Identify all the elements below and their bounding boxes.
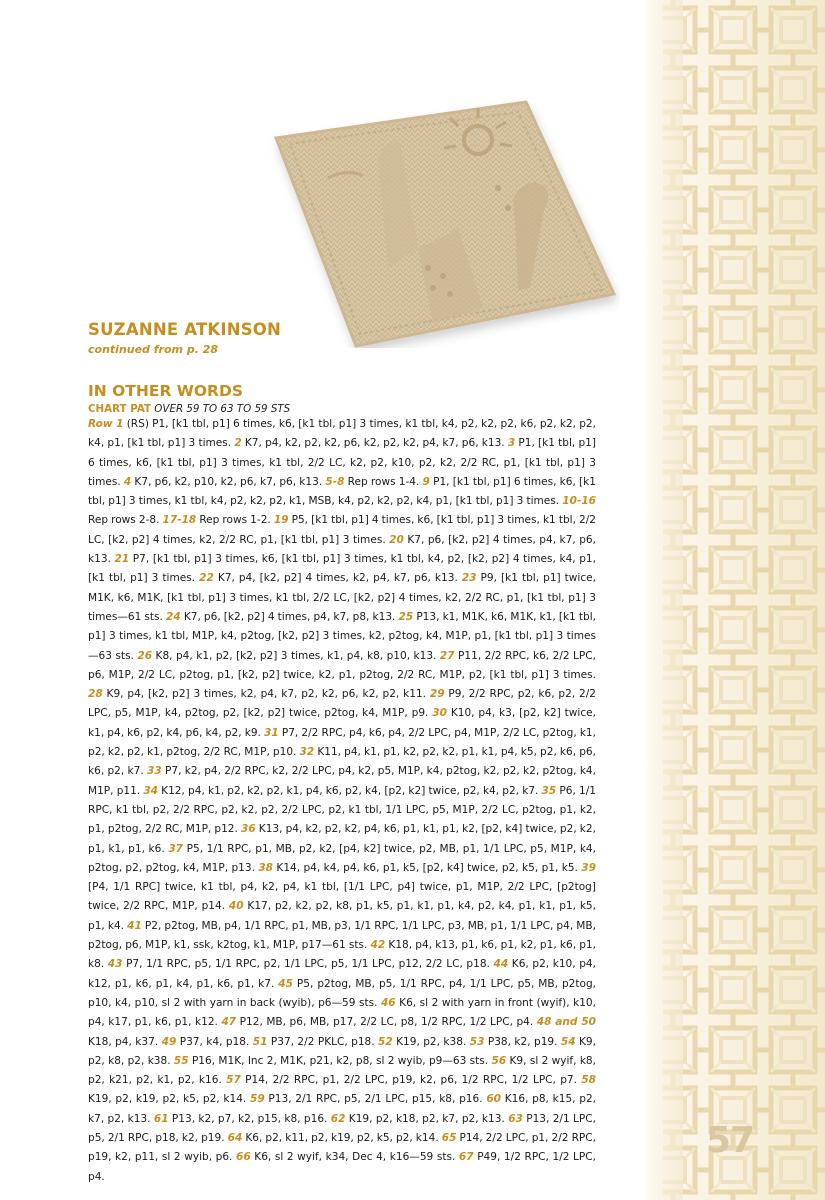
row-instruction: P14, 2/2 LPC, p1, 2/2 RPC, p19, k2, p11, sl 2 wyib, p6. xyxy=(88,1131,596,1164)
row-instruction: P7, [k1 tbl, p1] 3 times, k6, [k1 tbl, p1] 3 times, k1 tbl, k4, p2, [k2, p2] 4 times, k4, p1, [k1 tbl, p1] 3 times. xyxy=(88,553,596,585)
row-instruction: K13, p4, k2, p2, k2, p4, k6, p1, k1, p1, k2, [p2, k4] twice, p2, k2, p1, k1, p1, k6. xyxy=(88,823,596,855)
row-number: 57 xyxy=(226,1074,241,1087)
row-instruction: K19, p2, k38. xyxy=(392,1035,470,1048)
row-number: 64 xyxy=(227,1131,243,1144)
row-instruction: P13, k2, p7, k2, p15, k8, p16. xyxy=(168,1112,331,1125)
row-number: 32 xyxy=(299,746,315,759)
row-instruction: P38, k2, p19. xyxy=(484,1035,561,1048)
row-number: 29 xyxy=(429,688,445,701)
row-instruction: K18, p4, k13, p1, k6, p1, k2, p1, k6, p1, k8. xyxy=(88,939,596,971)
row-number: 21 xyxy=(114,553,130,566)
row-instruction: P5, [k1 tbl, p1] 4 times, k6, [k1 tbl, p1] 3 times, k1 tbl, 2/2 LC, [k2, p2] 4 times, k2, 2/2 RC, p1, [k1 tbl, p1] 3 times. xyxy=(88,514,596,546)
row-instruction: K7, p4, [k2, p2] 4 times, k2, p4, k7, p6, k13. xyxy=(213,572,462,585)
row-number: 62 xyxy=(330,1112,346,1125)
row-instruction: K14, p4, k4, p4, k6, p1, k5, [p2, k4] twice, p2, k5, p1, k5. xyxy=(273,861,582,874)
row-number: 63 xyxy=(508,1112,523,1125)
row-number: 66 xyxy=(236,1151,251,1164)
row-instruction: P14, 2/2 RPC, p1, 2/2 LPC, p19, k2, p6, 1/2 RPC, 1/2 LPC, p7. xyxy=(240,1074,582,1087)
chart-pat-heading xyxy=(88,403,290,415)
row-number: 3 xyxy=(507,437,516,450)
row-instruction: P1, [k1 tbl, p1] 6 times, k6, [k1 tbl, p1] 3 times, k1 tbl, 2/2 LC, k2, p2, k10, p2, k2, 2/2 RC, p1, [k1 tbl, p1] 3 times. xyxy=(88,437,597,488)
row-instruction: K9, sl 2 wyif, k8, p2, k21, p2, k1, p2, k16. xyxy=(88,1054,596,1087)
row-instruction: K12, p4, k1, p2, k2, p2, k1, p4, k6, p2, k4, [p2, k2] twice, p2, k4, p2, k7. xyxy=(158,784,542,797)
row-number: 5-8 xyxy=(325,475,345,488)
row-number: 59 xyxy=(250,1093,265,1106)
row-instruction: P37, 2/2 PKLC, p18. xyxy=(267,1035,379,1048)
row-instruction: K9, p4, [k2, p2] 3 times, k2, p4, k7, p2, k2, p6, k2, p2, k11. xyxy=(102,688,430,701)
row-number: 25 xyxy=(398,610,414,623)
row-number: 36 xyxy=(241,823,256,836)
row-instruction: P37, k4, p18. xyxy=(176,1035,253,1048)
row-instruction: K7, p4, k2, p2, k2, p6, k2, p2, k2, p4, k7, p6, k13. xyxy=(241,437,508,450)
row-number: 26 xyxy=(137,649,153,662)
row-number: 49 xyxy=(161,1035,177,1048)
row-number: 39 xyxy=(581,861,596,874)
row-number: 20 xyxy=(389,533,404,546)
row-number: 37 xyxy=(168,842,184,855)
row-number: 31 xyxy=(264,726,279,739)
row-instruction: P9, 2/2 RPC, p2, k6, p2, 2/2 LPC, p5, M1P, k4, p2tog, p2, [k2, p2] twice, p2tog, k4, M1P, p9. xyxy=(88,688,596,720)
row-instruction: P5, p2tog, MB, p5, 1/1 RPC, p4, 1/1 LPC, p5, MB, p2tog, p10, k4, p10, sl 2 with yarn in back (wyib), p6—59 sts. xyxy=(88,977,596,1009)
row-number: 4 xyxy=(123,475,132,488)
row-instruction: P13, k1, M1K, k6, M1K, k1, [k1 tbl, p1] 3 times, k1 tbl, M1P, k4, p2tog, [k2, p2] 3 times, k2, p2tog, k4, M1P, p1, [k1 tbl, p1] 3 times—63 sts. xyxy=(88,610,597,662)
row-number: 43 xyxy=(107,958,123,971)
row-instruction: Rep rows 1-4. xyxy=(344,475,423,488)
continued-note: continued from p. 28 xyxy=(88,343,219,356)
row-instruction: [P4, 1/1 RPC] twice, k1 tbl, p4, k2, p4, k1 tbl, [1/1 LPC, p4] twice, p1, M1P, 2/2 LPC, [p2tog] twice, 2/2 RPC, M1P, p14. xyxy=(88,881,596,913)
row-number: 19 xyxy=(273,514,289,527)
row-instruction: K19, p2, k18, p2, k7, p2, k13. xyxy=(345,1112,509,1125)
section-title: IN OTHER WORDS xyxy=(88,382,244,400)
row-instruction: K18, p4, k37. xyxy=(88,1035,162,1048)
row-instruction: Rep rows 2-8. xyxy=(88,514,163,527)
row-number: 53 xyxy=(469,1035,485,1048)
row-number: 65 xyxy=(441,1131,457,1144)
row-number: 2 xyxy=(234,437,242,450)
row-instruction: P11, 2/2 RPC, k6, 2/2 LPC, p6, M1P, 2/2 LC, p2tog, p1, [k2, p2] twice, k2, p1, p2tog, 2/2 RC, M1P, p2, [k1 tbl, p1] 3 times. xyxy=(88,649,596,681)
row-instruction: P9, [k1 tbl, p1] twice, M1K, k6, M1K, [k1 tbl, p1] 3 times, k1 tbl, 2/2 LC, [k2, p2] 4 times, k2, 2/2 RC, p1, [k1 tbl, p1] 3 times—61 sts. xyxy=(88,572,597,623)
row-instruction: P16, M1K, Inc 2, M1K, p21, k2, p8, sl 2 wyib, p9—63 sts. xyxy=(188,1054,492,1067)
row-number: 41 xyxy=(127,919,142,932)
pattern-instructions xyxy=(88,415,596,1187)
row-instruction: P7, k2, p4, 2/2 RPC, k2, 2/2 LPC, p4, k2, p5, M1P, k4, p2tog, k2, p2, k2, p2tog, k4, M1P, p11. xyxy=(88,765,596,797)
row-number: 22 xyxy=(199,572,214,585)
row-instruction: P6, 1/1 RPC, k1 tbl, p2, 2/2 RPC, p2, k2, p2, 2/2 LPC, p2, k1 tbl, 1/1 LPC, p5, M1P, 2/2 LC, p2tog, p1, k2, p1, p2tog, 2/2 RC, M1P, p12. xyxy=(88,784,596,836)
row-number: Row 1 xyxy=(88,418,124,430)
row-instruction: K8, p4, k1, p2, [k2, p2] 3 times, k1, p4, k8, p10, k13. xyxy=(152,649,440,662)
row-number: 35 xyxy=(541,784,557,797)
row-number: 67 xyxy=(458,1151,474,1164)
row-instruction: P13, 2/1 RPC, p5, 2/1 LPC, p15, k8, p16. xyxy=(264,1093,487,1106)
row-instruction: K17, p2, k2, p2, k8, p1, k5, p1, k1, p1, k4, p2, k4, p1, k1, p1, k5, p1, k4. xyxy=(88,900,596,932)
row-instruction: K6, sl 2 with yarn in front (wyif), k10, p4, k17, p1, k6, p1, k12. xyxy=(88,996,596,1029)
row-instruction: K19, p2, k19, p2, k5, p2, k14. xyxy=(88,1093,251,1106)
row-number: 54 xyxy=(560,1035,576,1048)
row-number: 28 xyxy=(88,688,103,701)
row-number: 51 xyxy=(252,1035,268,1048)
row-instruction: K7, p6, [k2, p2] 4 times, p4, k7, p8, k13. xyxy=(180,610,399,623)
row-instruction: K7, p6, [k2, p2] 4 times, p4, k7, p6, k13. xyxy=(88,533,596,566)
row-instruction: (RS) P1, [k1 tbl, p1] 6 times, k6, [k1 tbl, p1] 3 times, k1 tbl, k4, p2, k2, p2, k6, p2, k2, p2, k4, p1, [k1 tbl, p1] 3 times. xyxy=(88,418,596,450)
row-number: 23 xyxy=(461,572,477,585)
row-instruction: P13, 2/1 LPC, p5, 2/1 RPC, p18, k2, p19. xyxy=(88,1112,597,1144)
row-number: 55 xyxy=(173,1054,189,1067)
row-number: 60 xyxy=(486,1093,501,1106)
row-number: 10-16 xyxy=(562,495,596,508)
row-number: 27 xyxy=(439,649,455,662)
row-instruction: P5, 1/1 RPC, p1, MB, p2, k2, [p4, k2] twice, p2, MB, p1, 1/1 LPC, p5, M1P, k4, p2tog, p2, p2tog, k4, M1P, p13. xyxy=(88,842,596,874)
row-number: 58 xyxy=(581,1074,596,1087)
chart-pat-stitch-count: OVER 59 TO 63 TO 59 STS xyxy=(154,403,291,415)
row-instruction: Rep rows 1-2. xyxy=(196,514,274,527)
row-instruction: P7, 1/1 RPC, p5, 1/1 RPC, p2, 1/1 LPC, p5, 1/1 LPC, p12, 2/2 LC, p18. xyxy=(122,958,494,971)
row-instruction: K16, p8, k15, p2, k7, p2, k13. xyxy=(88,1093,597,1125)
row-number: 42 xyxy=(370,939,386,952)
row-instruction: K11, p4, k1, p1, k2, p2, k2, p1, k1, p4, k5, p2, k6, p6, k6, p2, k7. xyxy=(88,746,596,778)
row-number: 48 and 50 xyxy=(536,1016,597,1029)
chart-pat-label: CHART PAT xyxy=(88,403,152,415)
row-instruction: P49, 1/2 RPC, 1/2 LPC, p4. xyxy=(88,1151,597,1183)
row-instruction: K7, p6, k2, p10, k2, p6, k7, p6, k13. xyxy=(131,475,326,488)
row-instruction: P7, 2/2 RPC, p4, k6, p4, 2/2 LPC, p4, M1P, 2/2 LC, p2tog, k1, p2, k2, p2, k1, p2tog, 2/2 RC, M1P, p10. xyxy=(88,726,596,759)
row-number: 33 xyxy=(147,765,162,778)
celtic-knot-border xyxy=(643,0,825,1200)
row-instruction: K6, sl 2 wyif, k34, Dec 4, k16—59 sts. xyxy=(250,1151,459,1164)
row-number: 56 xyxy=(491,1054,507,1067)
row-instruction: P1, [k1 tbl, p1] 6 times, k6, [k1 tbl, p1] 3 times, k1 tbl, k4, p2, k2, p2, k1, MSB, k4, p2, k2, p2, k4, p1, [k1 tbl, p1] 3 times. xyxy=(88,475,596,508)
designer-name: SUZANNE ATKINSON xyxy=(88,320,282,339)
row-number: 52 xyxy=(378,1035,393,1048)
row-number: 38 xyxy=(258,861,274,874)
row-instruction: P2, p2tog, MB, p4, 1/1 RPC, p1, MB, p3, 1/1 RPC, 1/1 LPC, p3, MB, p1, 1/1 LPC, p4, MB, p2tog, p6, M1P, k1, ssk, k2tog, k1, M1P, p17—61 sts. xyxy=(88,919,596,952)
knitted-square-photo xyxy=(268,98,620,348)
row-instruction: P12, MB, p6, MB, p17, 2/2 LC, p8, 1/2 RPC, 1/2 LPC, p4. xyxy=(236,1016,537,1029)
row-instruction: K6, p2, k11, p2, k19, p2, k5, p2, k14. xyxy=(242,1131,442,1144)
row-number: 34 xyxy=(143,784,159,797)
row-number: 46 xyxy=(380,996,396,1009)
row-instruction: K10, p4, k3, [p2, k2] twice, k1, p4, k6, p2, k4, p6, k4, p2, k9. xyxy=(88,707,597,739)
page-number: 57 xyxy=(706,1120,755,1161)
row-number: 45 xyxy=(278,977,293,990)
row-instruction: K6, p2, k10, p4, k12, p1, k6, p1, k4, p1, k6, p1, k7. xyxy=(88,958,596,990)
row-number: 44 xyxy=(493,958,509,971)
row-instruction: K9, p2, k8, p2, k38. xyxy=(88,1035,596,1067)
row-number: 30 xyxy=(432,707,447,720)
row-number: 61 xyxy=(153,1112,169,1125)
row-number: 47 xyxy=(221,1016,237,1029)
row-number: 17-18 xyxy=(162,514,197,527)
row-number: 24 xyxy=(166,610,181,623)
row-number: 9 xyxy=(422,475,430,488)
row-number: 40 xyxy=(228,900,244,913)
